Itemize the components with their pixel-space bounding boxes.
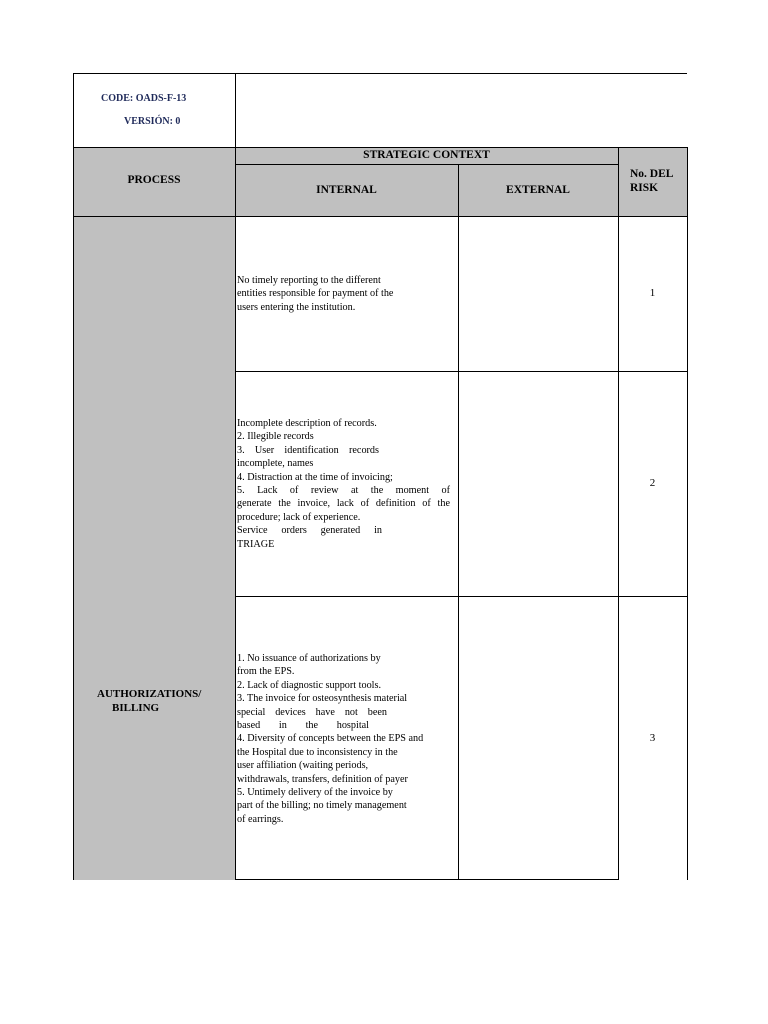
text-line: entities responsible for payment of the <box>237 288 394 300</box>
text-line: procedure; lack of experience. <box>237 511 361 523</box>
document-version: VERSIÓN: 0 <box>124 116 181 127</box>
text-line: 2. Illegible records <box>237 431 314 443</box>
top-border <box>73 73 687 74</box>
header-bottom-border <box>73 216 687 217</box>
text-line: 3. The invoice for osteosynthesis material <box>237 693 408 705</box>
row2-internal-text <box>237 417 450 551</box>
text-line: 5. Lack of review at the moment of <box>237 485 450 497</box>
risk-number-header <box>630 167 673 195</box>
text-line: incomplete, names <box>237 458 314 470</box>
text-line: 5. Untimely delivery of the invoice by <box>237 787 393 799</box>
internal-header: INTERNAL <box>316 184 377 196</box>
text-line: based in the hospital <box>237 720 369 732</box>
text-line: from the EPS. <box>237 666 295 678</box>
row1-bottom-border <box>235 371 687 372</box>
text-line: 2. Lack of diagnostic support tools. <box>237 679 382 691</box>
risk-number-header-line1: No. DEL <box>630 168 674 180</box>
process-column-band <box>73 216 235 880</box>
external-column-border <box>618 147 619 880</box>
document-code: CODE: OADS-F-13 <box>101 93 187 104</box>
process-name <box>97 688 201 715</box>
text-line: TRIAGE <box>237 538 275 550</box>
text-line: No timely reporting to the different <box>237 275 381 286</box>
strategic-context-header: STRATEGIC CONTEXT <box>363 149 490 161</box>
text-line: the Hospital due to inconsistency in the <box>237 746 398 758</box>
process-name-line1: AUTHORIZATIONS/ <box>97 688 202 700</box>
text-line: 1. No issuance of authorizations by <box>237 653 381 664</box>
right-border <box>687 147 688 880</box>
row2-bottom-border <box>235 596 687 597</box>
row3-risk-number: 3 <box>649 732 656 744</box>
table-bottom-border <box>235 879 618 880</box>
external-header: EXTERNAL <box>506 184 570 196</box>
left-border <box>73 73 74 880</box>
internal-column-border <box>458 164 459 880</box>
text-line: of earrings. <box>237 813 284 825</box>
text-line: generate the invoice, lack of definition of the <box>237 498 450 510</box>
text-line: users entering the institution. <box>237 301 356 313</box>
text-line: Incomplete description of records. <box>237 418 377 429</box>
text-line: withdrawals, transfers, definition of payer <box>237 773 408 785</box>
text-line: 3. User identification records <box>237 444 379 456</box>
strategic-context-divider <box>235 164 618 165</box>
text-line: 4. Diversity of concepts between the EPS and <box>237 733 424 745</box>
row1-internal-text <box>237 274 451 314</box>
code-box-bottom-border <box>73 147 687 148</box>
row2-risk-number: 2 <box>649 477 656 489</box>
row3-internal-text <box>237 652 451 826</box>
text-line: Service orders generated in <box>237 525 382 537</box>
risk-number-header-line2: RISK <box>630 182 659 194</box>
text-line: part of the billing; no timely management <box>237 800 407 812</box>
text-line: 4. Distraction at the time of invoicing; <box>237 471 393 483</box>
row1-risk-number: 1 <box>649 287 656 299</box>
process-name-line2: BILLING <box>112 701 160 714</box>
text-line: special devices have not been <box>237 706 387 718</box>
text-line: user affiliation (waiting periods, <box>237 760 369 772</box>
process-header: PROCESS <box>127 174 181 186</box>
